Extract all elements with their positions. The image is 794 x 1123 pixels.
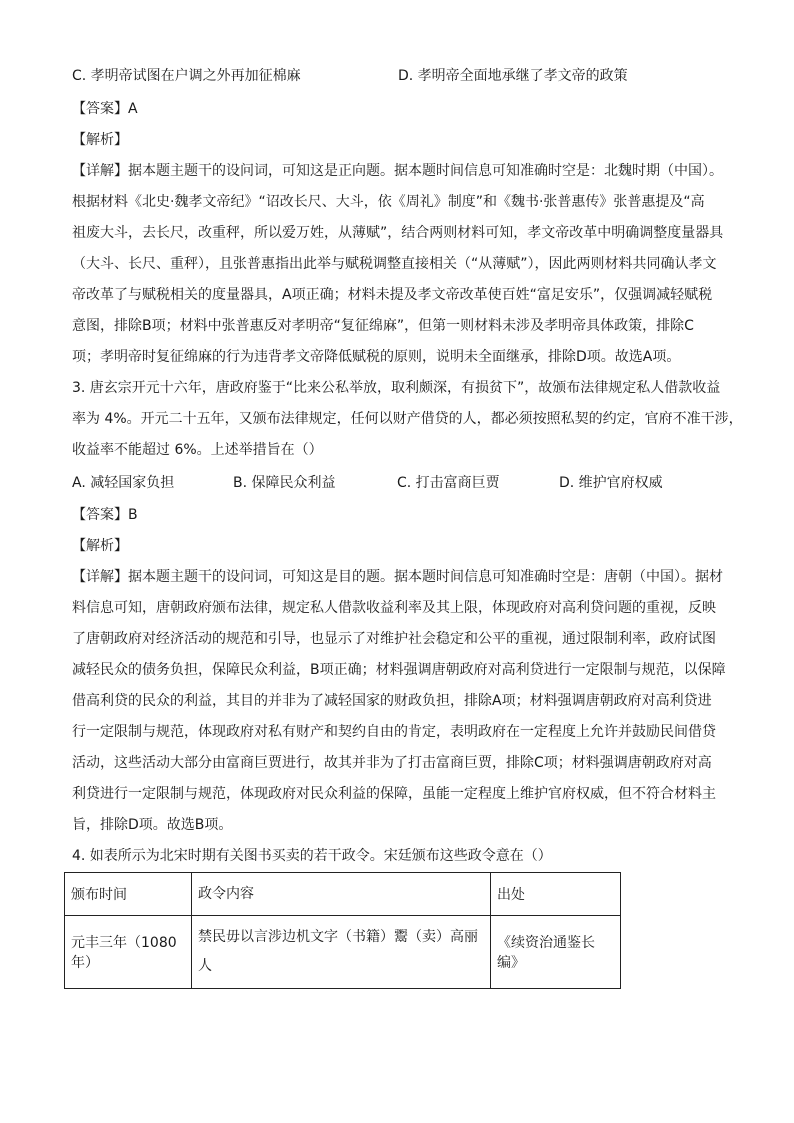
table-header-cell: 出处 — [491, 873, 621, 916]
detail-line: 祖废大斗，去长尺，改重秤，所以爱万姓，从薄赋”，结合两则材料可知，孝文帝改革中明确调整度量器具 — [72, 225, 724, 241]
detail-line: 利贷进行一定限制与规范，体现政府对民众利益的保障，虽能一定程度上维护官府权威，但不符合材料主 — [72, 786, 716, 802]
question-4-stem: 4. 如表所示为北宋时期有关图书买卖的若干政令。宋廷颁布这些政令意在（） — [72, 848, 552, 864]
detail-line: 项；孝明帝时复征绵麻的行为违背孝文帝降低赋税的原则，说明未全面继承，排除D项。故选A项。 — [72, 349, 681, 365]
table-header-row — [65, 873, 621, 916]
option-a-q3: A. 减轻国家负担 — [72, 475, 175, 491]
detail-line: 【详解】据本题主题干的设问词，可知这是目的题。据本题时间信息可知准确时空是：唐朝（中国）。据材 — [72, 569, 723, 585]
detail-line: 根据材料《北史·魏孝文帝纪》“诏改长尺、大斗，依《周礼》制度”和《魏书·张普惠传》张普惠提及“高 — [72, 194, 705, 210]
question-3-stem: 收益率不能超过 6%。上述举措旨在（） — [72, 442, 323, 458]
table-row — [65, 916, 621, 989]
detail-line: （大斗、长尺、重秤），且张普惠指出此举与赋税调整直接相关（“从薄赋”），因此两则材料共同确认孝文 — [72, 256, 717, 272]
analysis-label-q3: 【解析】 — [72, 538, 128, 554]
option-b-q3: B. 保障民众利益 — [233, 475, 336, 491]
detail-line: 减轻民众的债务负担，保障民众利益，B项正确；材料强调唐朝政府对高利贷进行一定限制与规范，以保障 — [72, 662, 726, 678]
option-d-q2: D. 孝明帝全面地承继了孝文帝的政策 — [398, 68, 628, 84]
table-cell-content: 禁民毋以言涉边机文字（书籍）鬻（卖）高丽人 — [192, 916, 491, 989]
answer-label-q3: 【答案】B — [72, 507, 138, 523]
detail-line: 意图，排除B项；材料中张普惠反对孝明帝“复征绵麻”，但第一则材料未涉及孝明帝具体政策，排除C — [72, 318, 694, 334]
table-cell-time: 元丰三年（1080年） — [65, 916, 192, 989]
detail-line: 行一定限制与规范，体现政府对私有财产和契约自由的肯定，表明政府在一定程度上允许并鼓励民间借贷 — [72, 724, 716, 740]
detail-line: 活动，这些活动大部分由富商巨贾进行，故其并非为了打击富商巨贾，排除C项；材料强调唐朝政府对高 — [72, 755, 712, 771]
table-cell-source: 《续资治通鉴长编》 — [491, 916, 621, 989]
option-c-q3: C. 打击富商巨贾 — [397, 475, 500, 491]
table-header-cell: 政令内容 — [192, 873, 491, 916]
edict-table — [64, 872, 621, 989]
analysis-label-q2: 【解析】 — [72, 132, 128, 148]
answer-label-q2: 【答案】A — [72, 101, 138, 117]
detail-line: 帝改革了与赋税相关的度量器具，A项正确；材料未提及孝文帝改革使百姓“富足安乐”，仅强调减轻赋税 — [72, 287, 713, 303]
detail-line: 旨，排除D项。故选B项。 — [72, 817, 233, 833]
question-3-stem: 率为 4%。开元二十五年，又颁布法律规定，任何以财产借贷的人，都必须按照私契的约定，官府不准干涉， — [72, 411, 743, 427]
option-c-q2: C. 孝明帝试图在户调之外再加征棉麻 — [72, 68, 301, 84]
detail-line: 借高利贷的民众的利益，其目的并非为了减轻国家的财政负担，排除A项；材料强调唐朝政府对高利贷进 — [72, 693, 712, 709]
option-d-q3: D. 维护官府权威 — [559, 475, 663, 491]
table-header-cell: 颁布时间 — [65, 873, 192, 916]
question-3-stem: 3. 唐玄宗开元十六年，唐政府鉴于“比来公私举放，取利颇深，有损贫下”，故颁布法律规定私人借款收益 — [72, 380, 721, 396]
detail-line: 了唐朝政府对经济活动的规范和引导，也显示了对维护社会稳定和公平的重视，通过限制利率，政府试图 — [72, 631, 716, 647]
detail-line: 【详解】据本题主题干的设问词，可知这是正向题。据本题时间信息可知准确时空是：北魏时期（中国）。 — [72, 163, 723, 179]
detail-line: 料信息可知，唐朝政府颁布法律，规定私人借款收益利率及其上限，体现政府对高利贷问题的重视，反映 — [72, 600, 716, 616]
